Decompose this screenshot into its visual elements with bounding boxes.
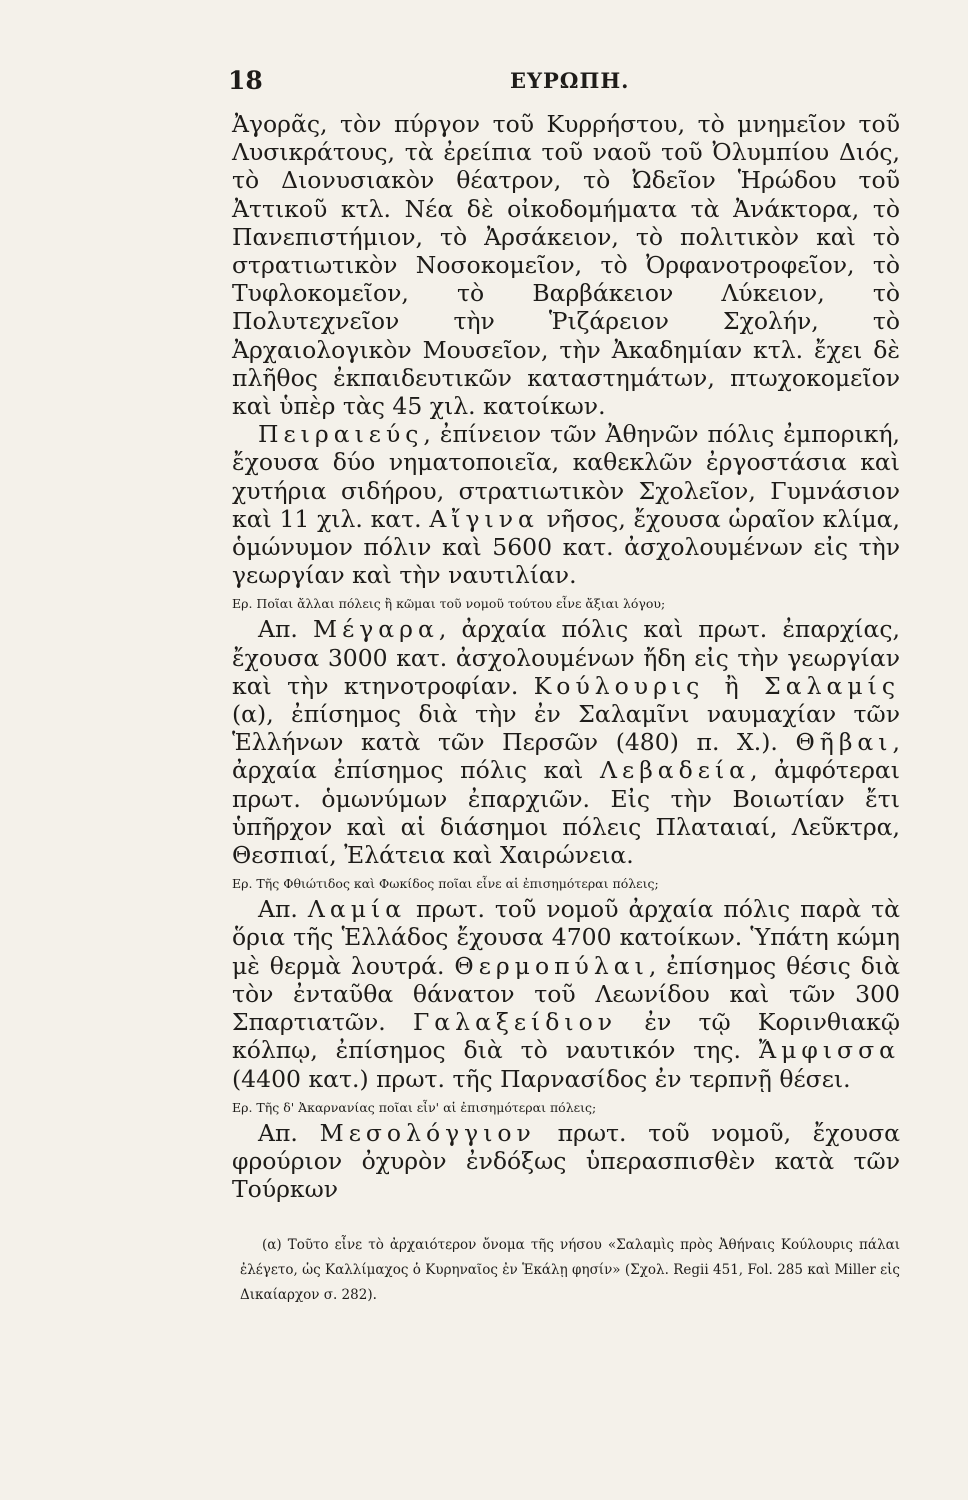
question-3: Ερ. Τῆς δ' Ἀκαρνανίας ποῖαι εἶν' αἱ ἐπισημότεραι πόλεις; xyxy=(232,1099,597,1115)
paragraph-text: , ἐπίνειον τῶν Ἀθηνῶν πόλις ἐμπορική, ἔχουσα δύο νηματοποιεῖα, καθεκλῶν ἐργοστάσια καὶ χυτήρια σιδήρου, στρατιωτικὸν Σχολεῖον, Γυμνάσιον καὶ 11 χιλ. κατ. xyxy=(232,420,900,533)
answer-lead: Απ. xyxy=(258,615,314,644)
paragraph-text: πρωτ. τοῦ νομοῦ, ἔχουσα φρούριον ὀχυρὸν ἐνδόξως ὑπερασπισθὲν κατὰ τῶν Τούρκων xyxy=(232,1118,900,1204)
paragraph-text: , ἀρχαία ἐπίσημος πόλις καὶ xyxy=(232,728,900,785)
paragraph-text: πρωτ. τοῦ νομοῦ ἀρχαία πόλις παρὰ τὰ ὅρια τῆς Ἑλλάδος ἔχουσα 4700 κατοίκων. Ὑπάτη κώμη μὲ θερμὰ λουτρά. xyxy=(232,895,901,980)
place-name: Πειραιεύς xyxy=(258,420,424,449)
place-name: Λεβαδεία xyxy=(600,756,751,785)
place-name: Ἄμφισσα xyxy=(758,1036,900,1065)
place-name: Θῆβαι xyxy=(795,728,893,757)
answer-megara xyxy=(232,615,900,869)
place-name: Αἴγινα xyxy=(429,504,539,533)
answer-lead: Απ. xyxy=(258,1118,320,1147)
paragraph-text: , ἀρχαία πόλις καὶ πρωτ. ἐπαρχίας, ἔχουσα 3000 κατ. ἀσχολουμένων ἤδη εἰς τὴν γεωργίαν καὶ τὴν κτηνοτροφίαν. xyxy=(232,615,901,700)
paragraph-text: (4400 κατ.) πρωτ. τῆς Παρνασίδος ἐν τερπνῇ θέσει. xyxy=(232,1064,851,1093)
answer-lead: Απ. xyxy=(258,895,308,924)
footnote-a: (α) Τοῦτο εἶνε τὸ ἀρχαιότερον ὄνομα τῆς νήσου «Σαλαμὶς πρὸς Ἀθήναις Κούλουρις πάλαι ἐλέγετο, ὡς Καλλίμαχος ὁ Κυρηναῖος ἐν Ἑκάλῃ φησίν» (Σχολ. Regii 451, Fol. 285 καὶ Miller εἰς Δικαίαρχον σ. 282). xyxy=(240,1237,900,1303)
paragraph-text: , ἀμφότεραι πρωτ. ὁμωνύμων ἐπαρχιῶν. Εἰς τὴν Βοιωτίαν ἔτι ὑπῆρχον καὶ αἱ διάσημοι πόλεις Πλαταιαί, Λεῦκτρα, Θεσπιαί, Ἐλάτεια καὶ Χαιρώνεια. xyxy=(232,756,900,870)
paragraph-text: ἐν τῷ Κορινθιακῷ κόλπῳ, ἐπίσημος διὰ τὸ ναυτικόν της. xyxy=(232,1008,900,1065)
question-2: Ερ. Τῆς Φθιώτιδος καὶ Φωκίδος ποῖαι εἶνε αἱ ἐπισημότεραι πόλεις; xyxy=(232,876,659,892)
page-header xyxy=(228,66,896,106)
place-name: Κούλουρις ἢ Σαλαμίς xyxy=(533,671,900,700)
answer-mesolongi xyxy=(232,1119,900,1204)
paragraph-athens: Ἀγορᾶς, τὸν πύργον τοῦ Κυρρήστου, τὸ μνημεῖον τοῦ Λυσικράτους, τὰ ἐρείπια τοῦ ναοῦ τοῦ Ὀλυμπίου Διός, τὸ Διονυσιακὸν θέατρον, τὸ Ὠδεῖον Ἡρώδου τοῦ Ἀττικοῦ κτλ. Νέα δὲ οἰκοδομήματα τὰ Ἀνάκτορα, τὸ Πανεπιστήμιον, τὸ Ἀρσάκειον, τὸ πολιτικὸν καὶ τὸ στρατιωτικὸν Νοσοκομεῖον, τὸ Ὀρφανοτροφεῖον, τὸ Τυφλοκομεῖον, τὸ Βαρβάκειον Λύκειον, τὸ Πολυτεχνεῖον τὴν Ῥιζάρειον Σχολήν, τὸ Ἀρχαιολογικὸν Μουσεῖον, τὴν Ἀκαδημίαν κτλ. ἔχει δὲ πλῆθος ἐκπαιδευτικῶν καταστημάτων, πτωχοκομεῖον καὶ ὑπὲρ τὰς 45 χιλ. κατοίκων. xyxy=(232,110,900,421)
place-name: Γαλαξείδιον xyxy=(413,1008,618,1037)
paragraph-text: , ἐπίσημος θέσις διὰ τὸν ἐνταῦθα θάνατον τοῦ Λεωνίδου καὶ τῶν 300 Σπαρτιατῶν. xyxy=(232,951,900,1037)
paragraph-piraeus xyxy=(232,420,900,589)
place-name: Μεσολόγγιον xyxy=(319,1118,536,1147)
place-name: Θερμοπύλαι xyxy=(454,951,649,980)
paragraph-text: νῆσος, ἔχουσα ὡραῖον κλίμα, ὁμώνυμον πόλιν καὶ 5600 κατ. ἀσχολουμένων εἰς τὴν γεωργίαν καὶ τὴν ναυτιλίαν. xyxy=(232,504,900,590)
page-body xyxy=(232,110,900,1203)
place-name: Λαμία xyxy=(307,895,407,924)
place-name: Μέγαρα xyxy=(313,615,439,644)
page-number: 18 xyxy=(228,66,263,95)
paragraph-text: (α), ἐπίσημος διὰ τὴν ἐν Σαλαμῖνι ναυμαχίαν τῶν Ἑλλήνων κατὰ τῶν Περσῶν (480) π. Χ.). xyxy=(232,700,900,757)
question-1: Ερ. Ποῖαι ἄλλαι πόλεις ἢ κῶμαι τοῦ νομοῦ τούτου εἶνε ἄξιαι λόγου; xyxy=(232,596,666,612)
answer-lamia xyxy=(232,895,900,1092)
running-head: ΕΥΡΩΠΗ. xyxy=(510,68,630,93)
footnotes xyxy=(240,1233,900,1308)
